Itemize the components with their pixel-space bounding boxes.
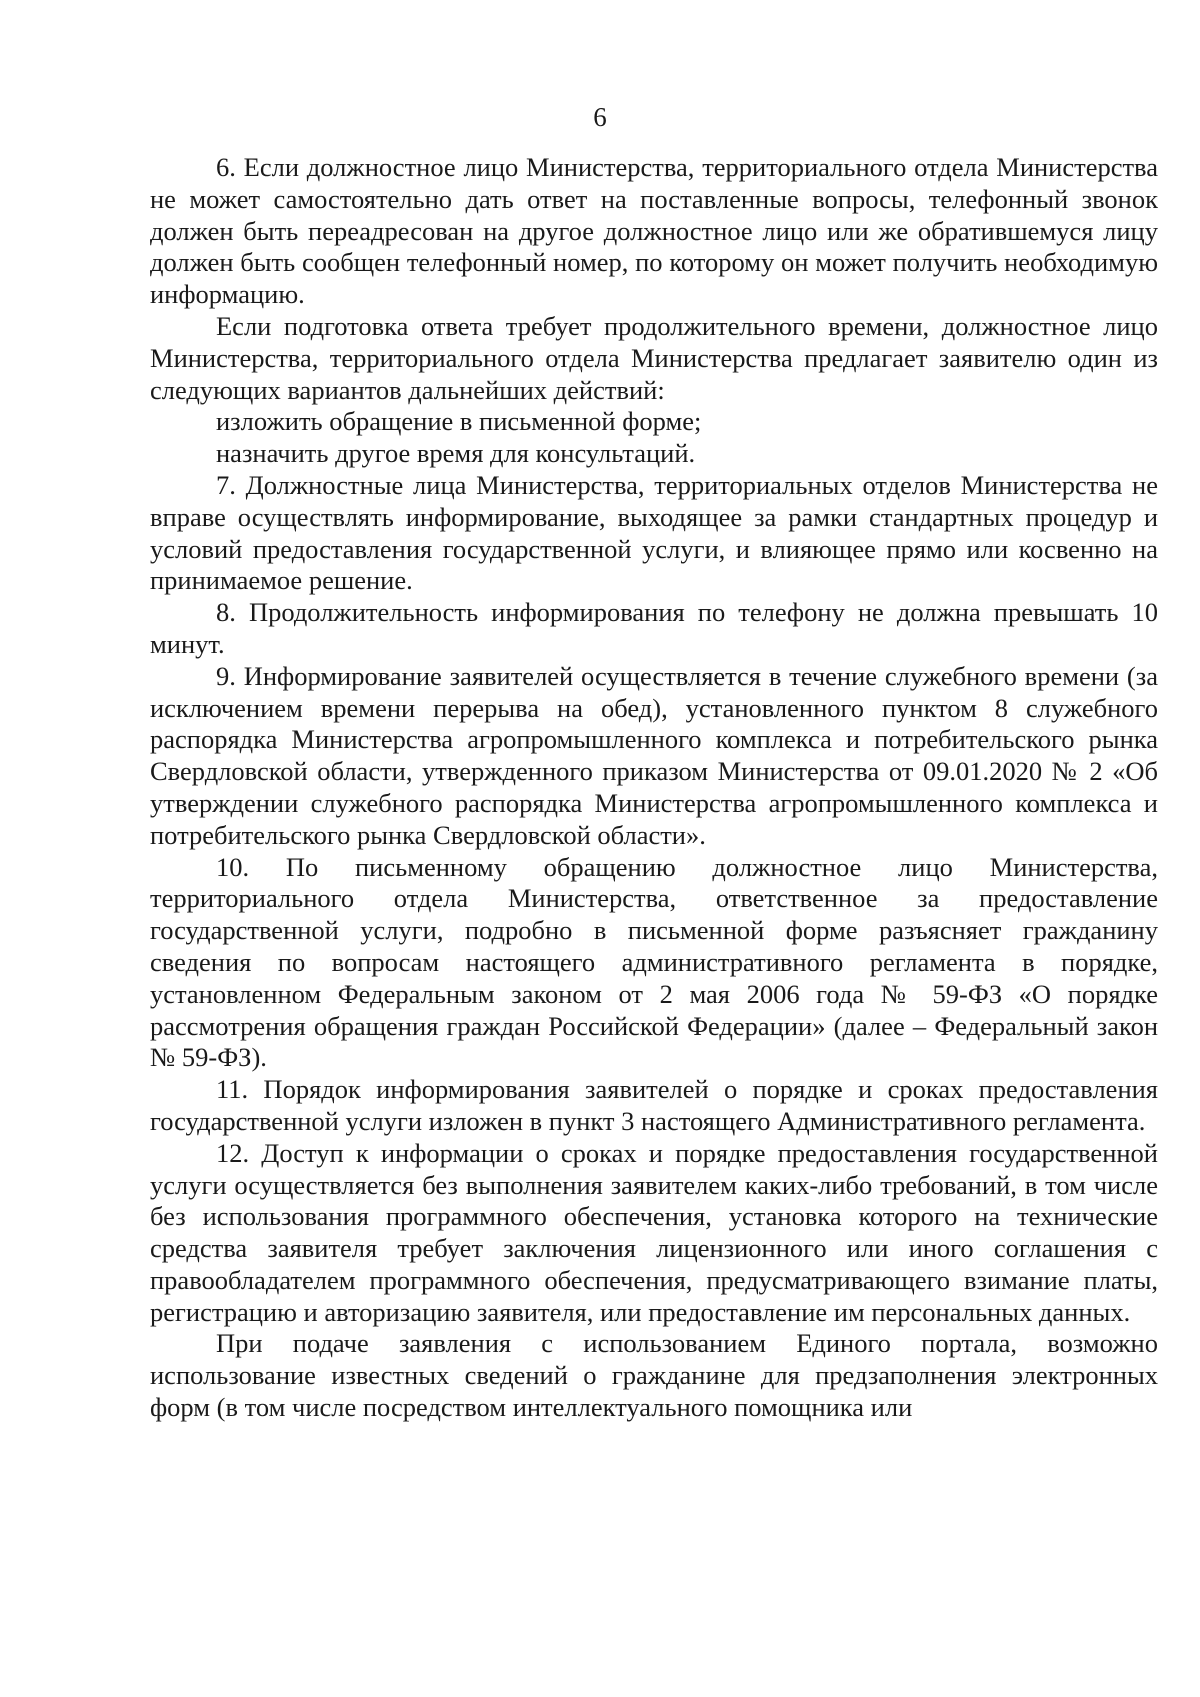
paragraph-item-9: 9. Информирование заявителей осуществляется в течение служебного времени (за исключением времени перерыва на обед), установленного пунктом 8 служебного распорядка Министерства агропромышленного комплекса и потребительского рынка Свердловской области, утвержденного приказом Министерства от 09.01.2020 № 2 «Об утверждении служебного распорядка Министерства агропромышленного комплекса и потребительского рынка Свердловской области». [150, 660, 1158, 850]
paragraph-long-time-answer: Если подготовка ответа требует продолжительного времени, должностное лицо Министерства, территориального отдела Министерства предлагает заявителю один из следующих вариантов дальнейших действий: [150, 310, 1158, 405]
paragraph-item-6: 6. Если должностное лицо Министерства, территориального отдела Министерства не может самостоятельно дать ответ на поставленные вопросы, телефонный звонок должен быть переадресован на другое должностное лицо или же обратившемуся лицу должен быть сообщен телефонный номер, по которому он может получить необходимую информацию. [150, 152, 1158, 310]
paragraph-item-8: 8. Продолжительность информирования по телефону не должна превышать 10 минут. [150, 597, 1158, 659]
option-other-time: назначить другое время для консультаций. [216, 438, 696, 469]
paragraph-item-7: 7. Должностные лица Министерства, территориальных отделов Министерства не вправе осуществлять информирование, выходящее за рамки стандартных процедур и условий предоставления государственной услуги, и влияющее прямо или косвенно на принимаемое решение. [150, 469, 1158, 596]
paragraph-unified-portal: При подаче заявления с использованием Единого портала, возможно использование известных сведений о гражданине для предзаполнения электронных форм (в том числе посредством интеллектуального помощника или [150, 1328, 1158, 1423]
page-number: 6 [593, 102, 607, 132]
paragraph-item-10: 10. По письменному обращению должностное лицо Министерства, территориального отдела Министерства, ответственное за предоставление государственной услуги, подробно в письменной форме разъясняет гражданину сведения по вопросам настоящего административного регламента в порядке, установленном Федеральным законом от 2 мая 2006 года № 59-ФЗ «О порядке рассмотрения обращения граждан Российской Федерации» (далее – Федеральный закон № 59-ФЗ). [150, 851, 1158, 1073]
paragraph-item-11: 11. Порядок информирования заявителей о порядке и сроках предоставления государственной услуги изложен в пункт 3 настоящего Административного регламента. [150, 1074, 1158, 1136]
paragraph-item-12: 12. Доступ к информации о сроках и порядке предоставления государственной услуги осуществляется без выполнения заявителем каких-либо требований, в том числе без использования программного обеспечения, установка которого на технические средства заявителя требует заключения лицензионного или иного соглашения с правообладателем программного обеспечения, предусматривающего взимание платы, регистрацию и авторизацию заявителя, или предоставление им персональных данных. [150, 1137, 1158, 1327]
document-body [150, 152, 1158, 1424]
option-written-form: изложить обращение в письменной форме; [216, 406, 702, 437]
